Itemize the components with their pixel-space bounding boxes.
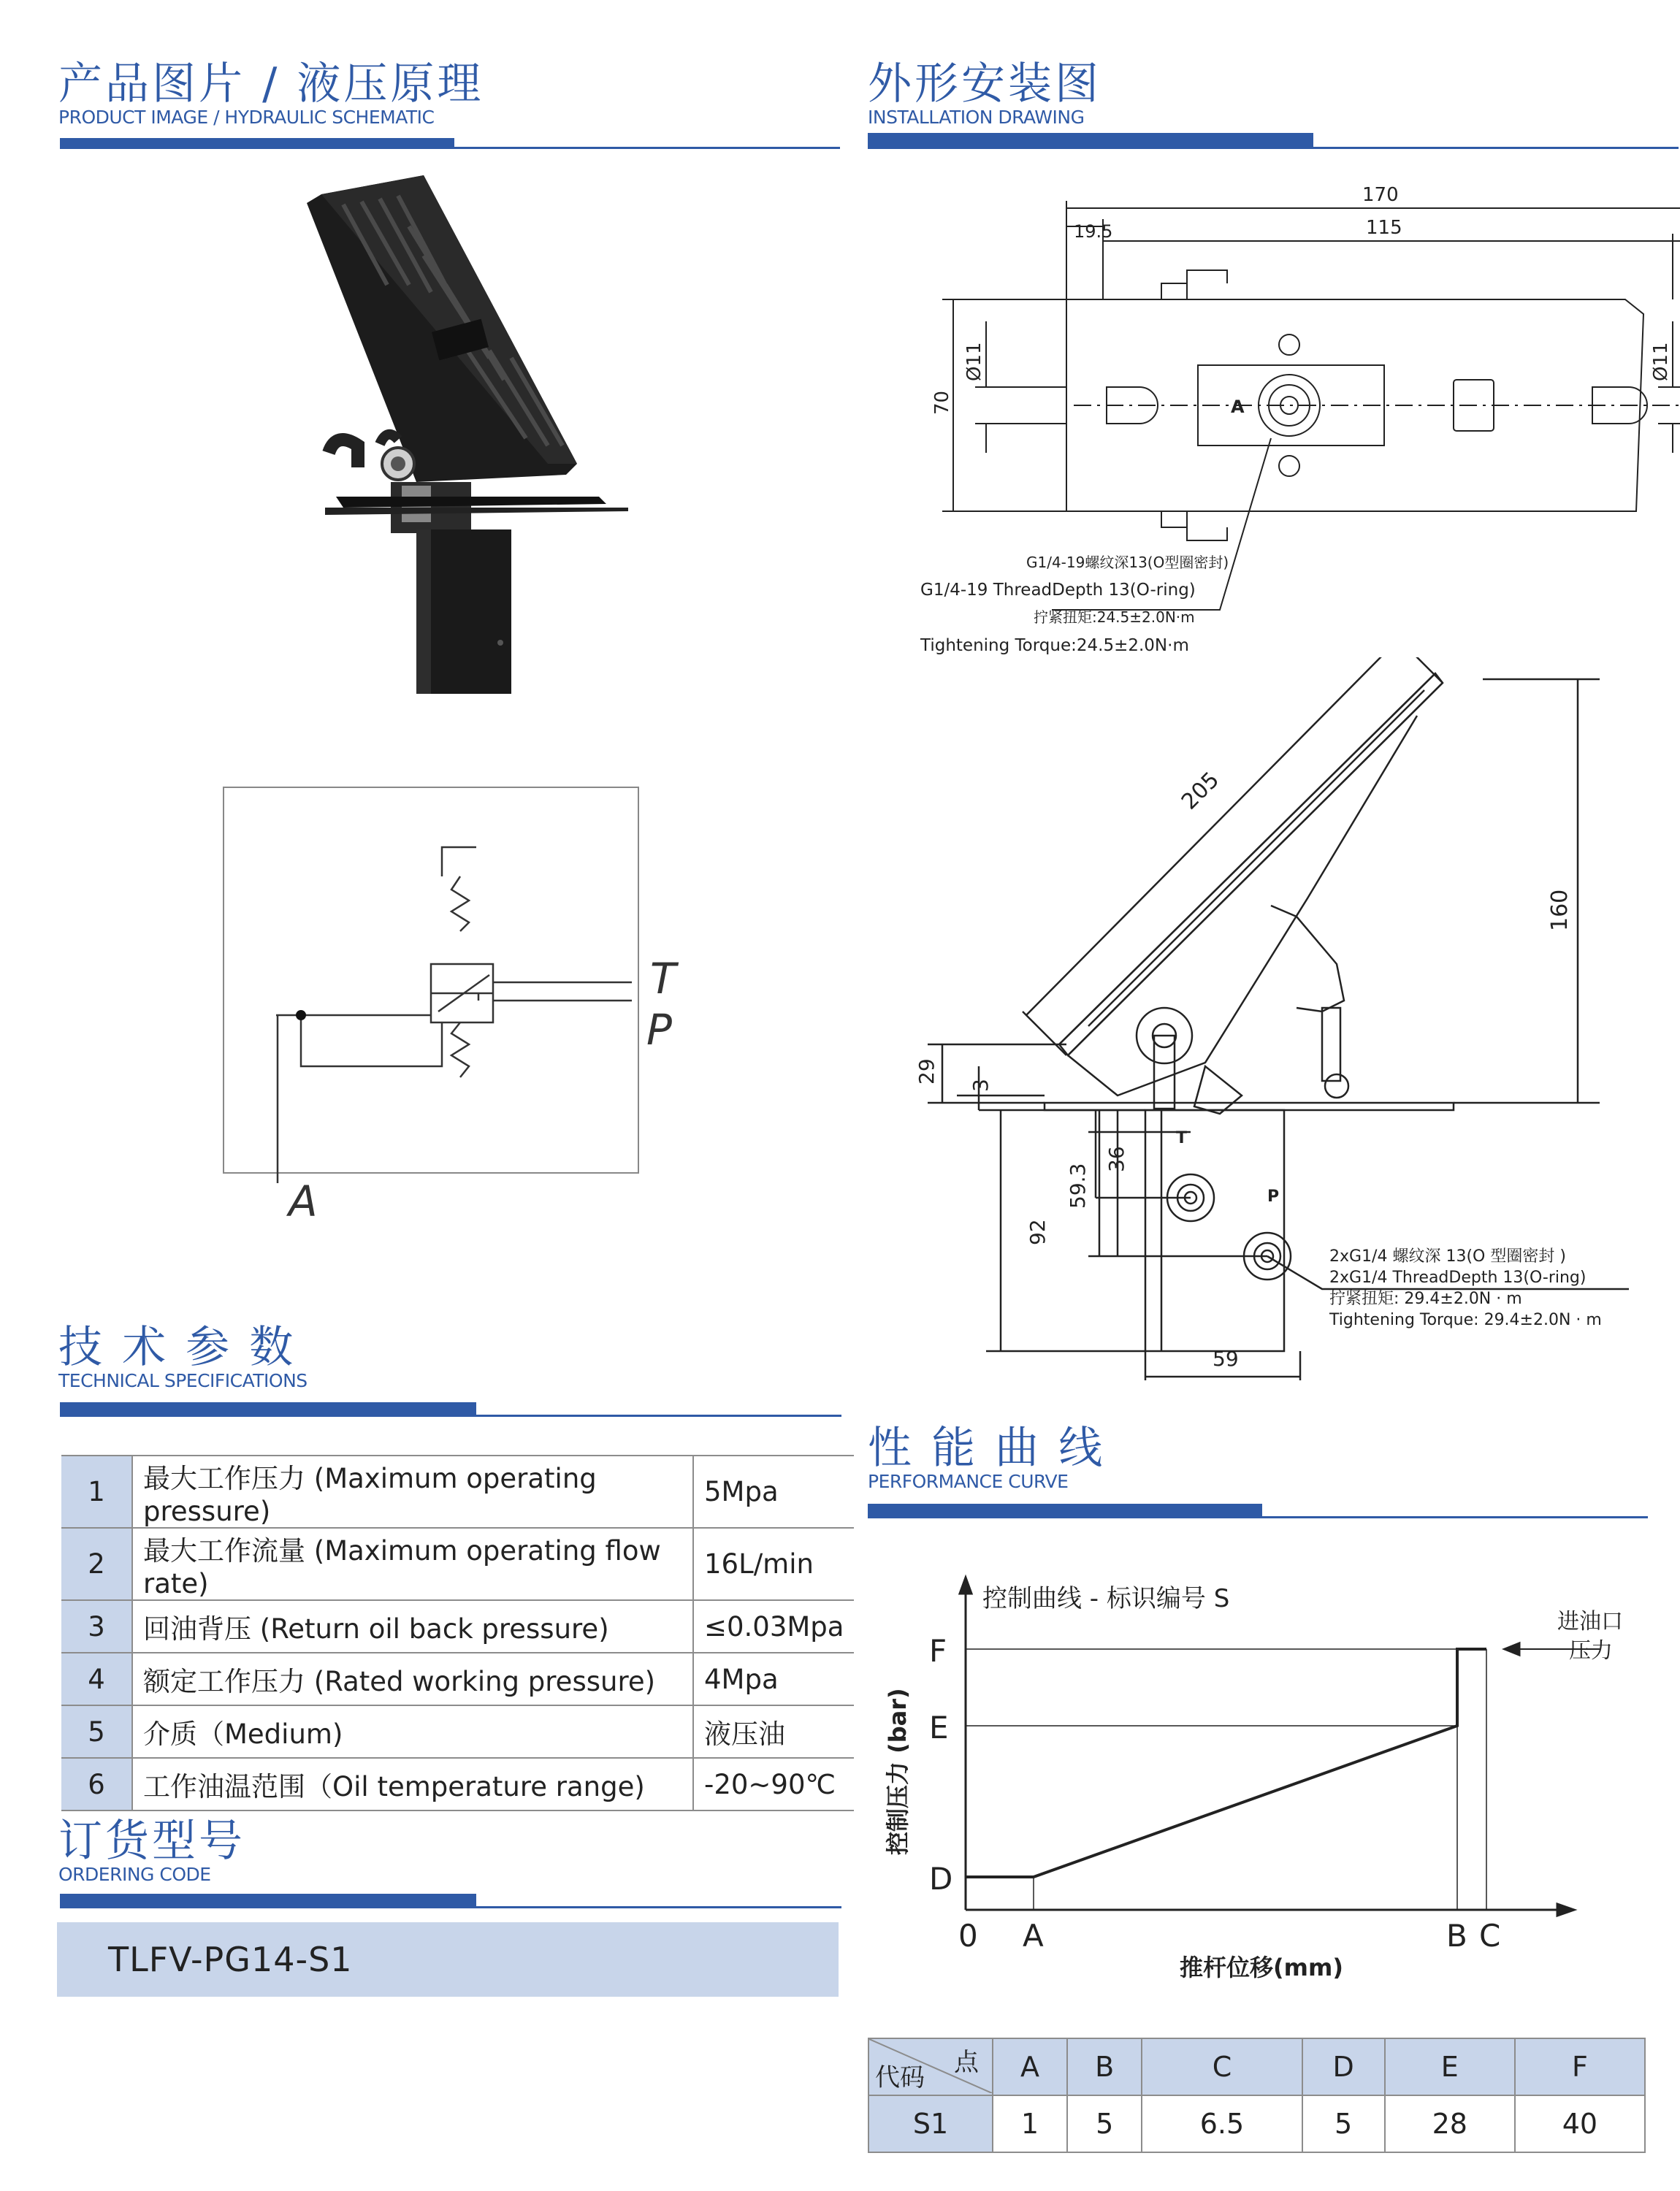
spec-no-cell: 4: [61, 1653, 132, 1705]
point-header-cell: E: [1385, 2038, 1515, 2095]
corner-cell: [868, 2038, 993, 2095]
point-header-cell: A: [993, 2038, 1067, 2095]
dim-70: 70: [931, 390, 953, 415]
point-header-cell: C: [1142, 2038, 1302, 2095]
point-header-cell: D: [1302, 2038, 1385, 2095]
spec-val-cell: ≤0.03Mpa: [693, 1600, 854, 1653]
corner-top-label: 点: [954, 2048, 979, 2077]
spec-desc-cell: 介质（Medium): [132, 1705, 693, 1758]
spec-desc-cell: 最大工作流量 (Maximum operating flow rate): [132, 1528, 693, 1600]
dim-59: 59: [1213, 1347, 1239, 1371]
inlet-label-2: 压力: [1569, 1638, 1613, 1664]
x-tick-a: A: [1023, 1918, 1044, 1954]
thread-note-en: G1/4-19 ThreadDepth 13(O-ring): [920, 581, 1196, 600]
y-tick-f: F: [929, 1633, 947, 1669]
chart-title: 控制曲线 - 标识编号 S: [982, 1584, 1230, 1613]
port-t-label: T: [1176, 1129, 1188, 1147]
section-title-en: TECHNICAL SPECIFICATIONS: [58, 1370, 308, 1391]
section-title-en: ORDERING CODE: [58, 1864, 211, 1885]
port-p-label: P: [1267, 1188, 1280, 1206]
order-code-box: [57, 1922, 839, 1997]
point-value-cell: 28: [1385, 2095, 1515, 2152]
point-value-cell: 6.5: [1142, 2095, 1302, 2152]
spec-val-cell: 16L/min: [693, 1528, 854, 1600]
spec-no-cell: 2: [61, 1528, 132, 1600]
dim-92: 92: [1026, 1219, 1050, 1245]
point-value-cell: 5: [1067, 2095, 1142, 2152]
spec-desc-cell: 回油背压 (Return oil back pressure): [132, 1600, 693, 1653]
spec-no-cell: 5: [61, 1705, 132, 1758]
hydraulic-schematic: [219, 781, 730, 1234]
thread-note-en: 2xG1/4 ThreadDepth 13(O-ring): [1329, 1269, 1587, 1287]
installation-top-view: [898, 175, 1680, 672]
dim-115: 115: [1366, 217, 1402, 239]
port-t-label: T: [650, 954, 676, 1003]
section-title-zh: 性 能 曲 线: [868, 1423, 1106, 1474]
spec-row: [61, 1528, 854, 1600]
section-title-en: PRODUCT IMAGE / HYDRAULIC SCHEMATIC: [58, 107, 435, 128]
torque-note-en: Tightening Torque: 29.4±2.0N · m: [1329, 1311, 1602, 1329]
spec-val-cell: 液压油: [693, 1705, 854, 1758]
section-title-product: [58, 60, 484, 127]
torque-note-zh: 拧紧扭矩:24.5±2.0N·m: [1034, 608, 1195, 626]
thread-note-zh: 2xG1/4 螺纹深 13(O 型圈密封 ): [1329, 1247, 1566, 1266]
point-header-cell: B: [1067, 2038, 1142, 2095]
spec-no-cell: 6: [61, 1758, 132, 1810]
x-tick-c: C: [1479, 1918, 1501, 1954]
point-value-cell: 40: [1515, 2095, 1645, 2152]
order-code: TLFV-PG14-S1: [108, 1940, 353, 1979]
section-title-en: INSTALLATION DRAWING: [868, 107, 1085, 128]
x-tick-b: B: [1446, 1918, 1467, 1954]
point-value-cell: 5: [1302, 2095, 1385, 2152]
y-tick-d: D: [929, 1861, 953, 1897]
port-a-label: A: [1231, 397, 1245, 417]
port-a-label: A: [289, 1177, 318, 1226]
spec-row: [61, 1653, 854, 1705]
points-table: [868, 2038, 1646, 2153]
point-value-cell: 1: [993, 2095, 1067, 2152]
performance-chart: [869, 1570, 1658, 1994]
point-header-cell: F: [1515, 2038, 1645, 2095]
dim-29: 29: [915, 1058, 939, 1085]
spec-no-cell: 1: [61, 1456, 132, 1528]
dim-205: 205: [1176, 767, 1225, 815]
section-rule: [868, 147, 1679, 149]
section-title-order: [58, 1817, 245, 1884]
dim-36: 36: [1104, 1146, 1129, 1172]
section-rule: [60, 1415, 841, 1417]
corner-bottom-label: 代码: [875, 2063, 925, 2092]
spec-row: [61, 1705, 854, 1758]
y-tick-e: E: [929, 1710, 949, 1745]
section-title-zh: 技 术 参 数: [58, 1322, 297, 1373]
dim-3: 3: [969, 1079, 993, 1092]
dim-59-3: 59.3: [1066, 1163, 1090, 1209]
dim-160: 160: [1547, 889, 1573, 931]
control-curve-line: [966, 1649, 1486, 1877]
spec-row: [61, 1600, 854, 1653]
x-axis-label: 推杆位移(mm): [1180, 1954, 1343, 1981]
spec-desc-cell: 工作油温范围（Oil temperature range): [132, 1758, 693, 1810]
section-title-tech: [58, 1323, 308, 1391]
section-title-zh: 订货型号: [58, 1816, 245, 1867]
y-axis-label: 控制压力 (bar): [884, 1688, 912, 1855]
section-title-install: [868, 60, 1101, 127]
dim-19-5: 19.5: [1074, 221, 1113, 242]
torque-note-zh: 拧紧扭矩: 29.4±2.0N · m: [1329, 1290, 1522, 1308]
dia-right: Ø11: [1650, 342, 1672, 381]
spec-desc-cell: 额定工作压力 (Rated working pressure): [132, 1653, 693, 1705]
dia-left: Ø11: [963, 342, 985, 381]
installation-side-view: [898, 657, 1680, 1402]
spec-val-cell: 5Mpa: [693, 1456, 854, 1528]
port-p-label: P: [646, 1005, 672, 1055]
section-rule: [868, 1516, 1648, 1518]
inlet-label: 进油口: [1557, 1609, 1623, 1634]
spec-no-cell: 3: [61, 1600, 132, 1653]
section-title-zh: 产品图片 / 液压原理: [58, 58, 484, 110]
torque-note-en: Tightening Torque:24.5±2.0N·m: [920, 636, 1189, 655]
point-code-cell: S1: [868, 2095, 993, 2152]
x-tick-0: 0: [958, 1918, 978, 1954]
section-title-perf: [868, 1424, 1105, 1491]
section-rule: [60, 147, 840, 149]
spec-val-cell: 4Mpa: [693, 1653, 854, 1705]
spec-desc-cell: 最大工作压力 (Maximum operating pressure): [132, 1456, 693, 1528]
section-title-zh: 外形安装图: [868, 58, 1101, 110]
spec-table: [61, 1455, 854, 1811]
spec-val-cell: -20~90℃: [693, 1758, 854, 1810]
section-rule: [60, 1906, 841, 1908]
section-title-en: PERFORMANCE CURVE: [868, 1471, 1069, 1492]
spec-row: [61, 1456, 854, 1528]
thread-note-zh: G1/4-19螺纹深13(O型圈密封): [1026, 554, 1229, 571]
dim-170: 170: [1362, 184, 1399, 206]
product-photo: [307, 175, 635, 716]
spec-row: [61, 1758, 854, 1810]
